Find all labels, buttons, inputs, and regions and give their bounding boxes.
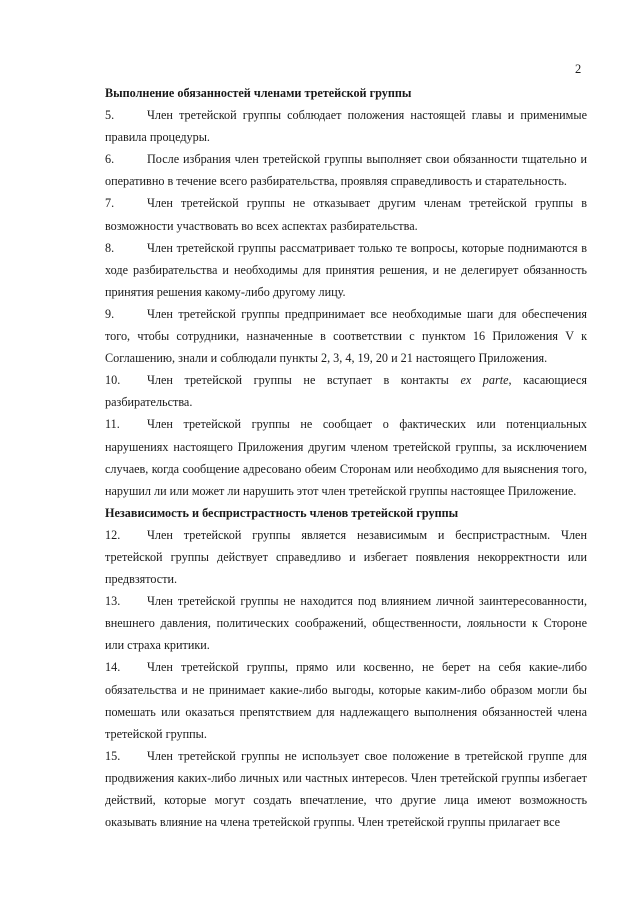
paragraph-text: Член третейской группы рассматривает только те вопросы, которые поднимаются в ходе разбирательства и необходимы для принятия решения, и не делегирует обязанность принятия решения какому-либо другому лицу. [105, 240, 587, 299]
paragraph-13 [105, 590, 587, 656]
paragraph-text: Член третейской группы, прямо или косвенно, не берет на себя какие-либо обязательства и не принимает какие-либо выгоды, которые каким-либо образом могли бы помешать или оказаться препятствием для надлежащего выполнения обязанностей члена третейской группы. [105, 660, 587, 741]
paragraph-7 [105, 192, 587, 236]
paragraph-number: 12. [105, 527, 121, 542]
paragraph-text: Член третейской группы не находится под влиянием личной заинтересованности, внешнего давления, политических соображений, общественности, лояльности к Стороне или страха критики. [105, 594, 587, 653]
paragraph-12 [105, 524, 587, 590]
paragraph-number: 9. [105, 306, 115, 321]
paragraph-text: Член третейской группы не использует свое положение в третейской группе для продвижения каких-либо личных или частных интересов. Член третейской группы избегает действий, которые могут создать впечатление, что другие лица имеют возможность оказывать влияние на члена третейской группы. Член третейской группы прилагает все [105, 748, 587, 830]
paragraph-text: После избрания член третейской группы выполняет свои обязанности тщательно и оперативно в течение всего разбирательства, проявляя справедливость и старательность. [105, 152, 587, 189]
paragraph-number: 11. [105, 417, 120, 432]
paragraph-text: Член третейской группы является независимым и беспристрастным. Член третейской группы действует справедливо и избегает появления некорректности или предвзятости. [105, 527, 587, 587]
paragraph-6 [105, 148, 587, 192]
paragraph-number: 8. [105, 240, 115, 255]
paragraph-14 [105, 656, 587, 744]
paragraph-8 [105, 237, 587, 303]
paragraph-text: Член третейской группы соблюдает положения настоящей главы и применимые правила процедуры. [105, 108, 587, 145]
section-heading: Выполнение обязанностей членами третейской группы [105, 86, 412, 100]
paragraph-number: 7. [105, 196, 115, 211]
page-number: 2 [575, 62, 582, 76]
document-body [105, 82, 587, 833]
paragraph-text-italic: ex parte [460, 373, 509, 388]
paragraph-number: 14. [105, 660, 121, 675]
paragraph-9 [105, 303, 587, 369]
paragraph-10 [105, 369, 587, 413]
paragraph-text-after: , касающиеся разбирательства. [105, 373, 588, 410]
paragraph-number: 15. [105, 748, 121, 763]
paragraph-number: 5. [105, 108, 115, 123]
paragraph-number: 6. [105, 152, 115, 167]
paragraph-text-before: Член третейской группы не вступает в контакты [147, 373, 461, 388]
paragraph-text: Член третейской группы не отказывает другим членам третейской группы в возможности участвовать во всех аспектах разбирательства. [105, 196, 587, 233]
paragraph-11 [105, 413, 587, 501]
paragraph-number: 13. [105, 594, 121, 609]
section-heading: Независимость и беспристрастность членов третейской группы [105, 505, 459, 520]
paragraph-text: Член третейской группы не сообщает о фактических или потенциальных нарушениях настоящего Приложения другим членом третейской группы, за исключением случаев, когда сообщение адресовано обеим Сторонам или необходимо для выяснения того, нарушил ли или может ли нарушить этот член третейской группы настоящее Приложение. [105, 417, 587, 498]
paragraph-text: Член третейской группы предпринимает все необходимые шаги для обеспечения того, чтобы сотрудники, назначенные в соответствии с пунктом 16 Приложения V к Соглашению, знали и соблюдали пункты 2, 3, 4, 19, 20 и 21 настоящего Приложения. [105, 306, 587, 366]
paragraph-5 [105, 104, 587, 148]
paragraph-15 [105, 745, 587, 833]
paragraph-number: 10. [105, 373, 121, 388]
